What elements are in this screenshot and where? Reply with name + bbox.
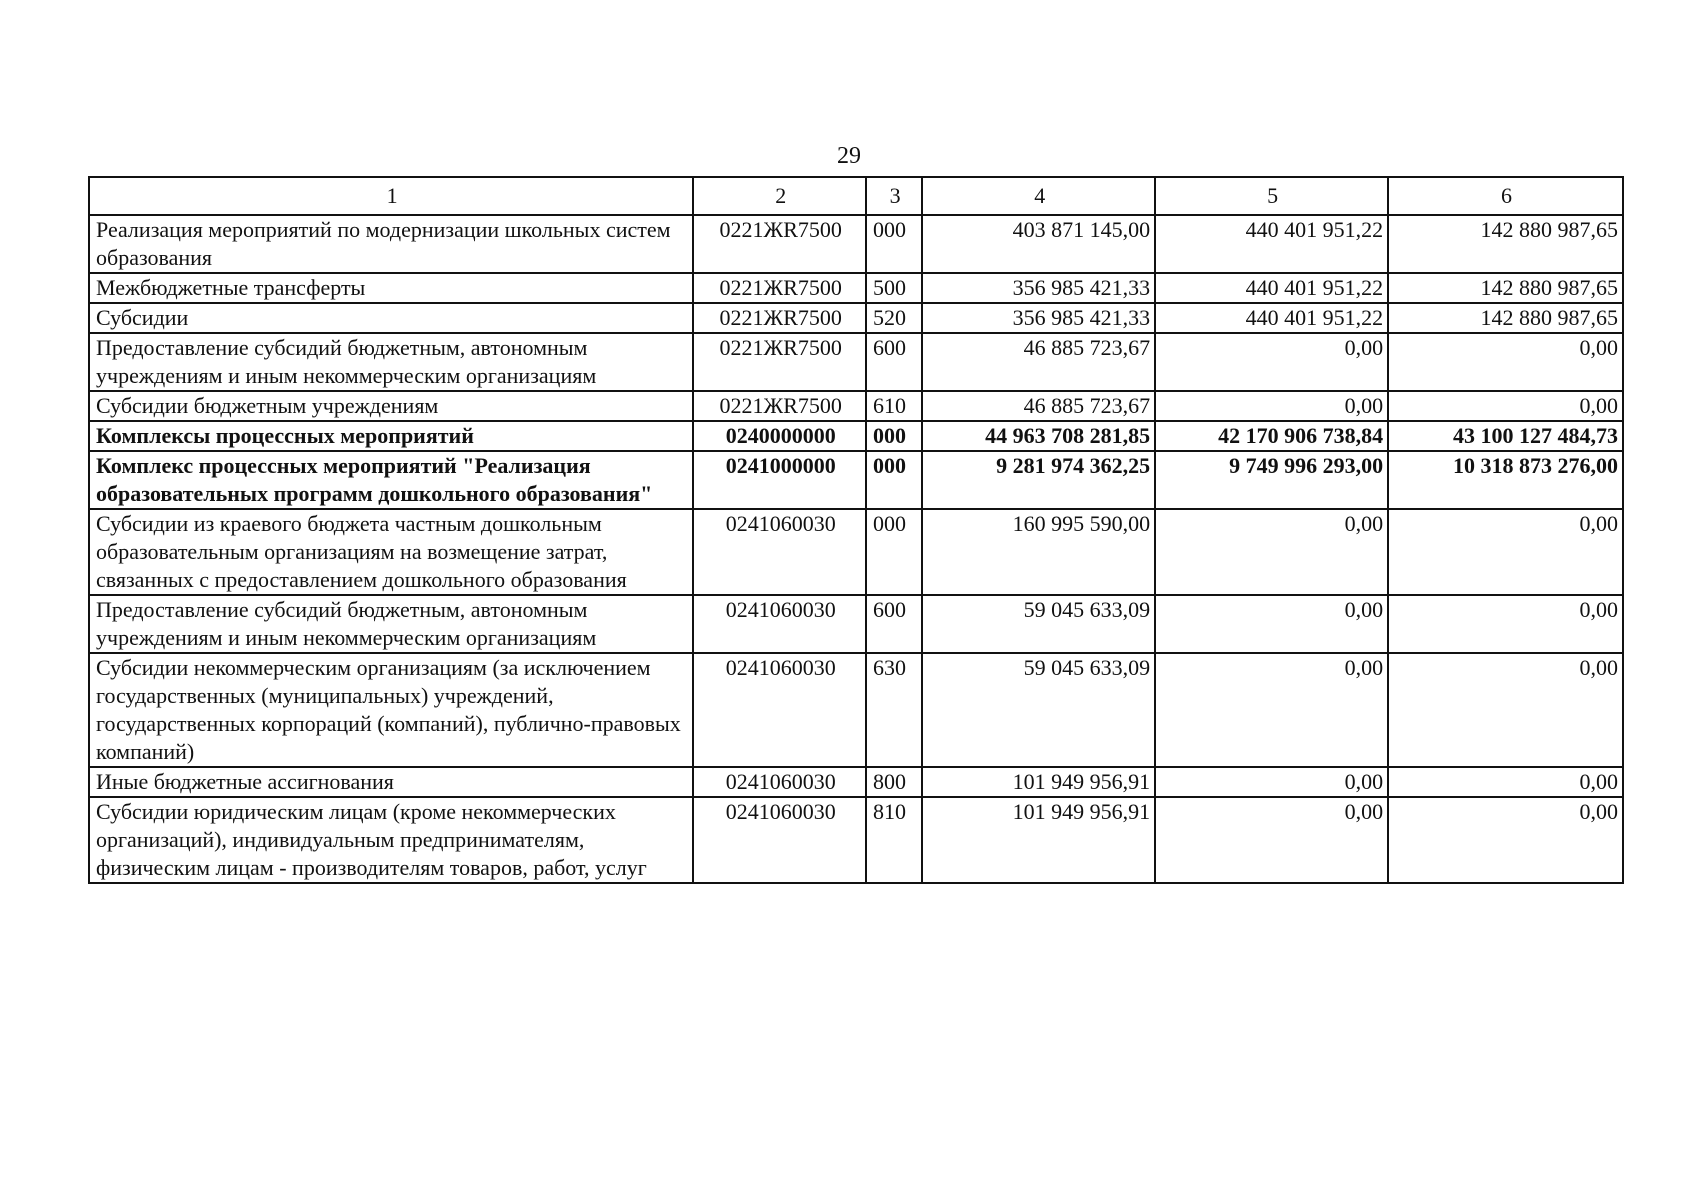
row-code-cell: 0221ЖR7500 [693,303,866,333]
row-amount-col5: 0,00 [1155,391,1388,421]
row-code-cell: 0241060030 [693,797,866,883]
table-row [89,451,1623,509]
table-row [89,303,1623,333]
row-name-cell: Субсидии юридическим лицам (кроме некоммерческих организаций), индивидуальным предпринимателям, физическим лицам - производителям товаров, работ, услуг [89,797,693,883]
row-amount-col4: 46 885 723,67 [922,333,1155,391]
row-name-cell: Субсидии из краевого бюджета частным дошкольным образовательным организациям на возмещение затрат, связанных с предоставлением дошкольного образования [89,509,693,595]
row-code-cell: 0221ЖR7500 [693,391,866,421]
row-amount-col6: 0,00 [1388,509,1623,595]
row-name-cell: Комплексы процессных мероприятий [89,421,693,451]
row-kind-cell: 810 [866,797,922,883]
row-amount-col6: 0,00 [1388,391,1623,421]
row-amount-col4: 403 871 145,00 [922,215,1155,273]
row-amount-col4: 356 985 421,33 [922,273,1155,303]
row-amount-col6: 0,00 [1388,767,1623,797]
row-name-cell: Комплекс процессных мероприятий "Реализация образовательных программ дошкольного образования" [89,451,693,509]
table-row [89,767,1623,797]
row-name-cell: Субсидии [89,303,693,333]
table-row [89,595,1623,653]
row-name-cell: Межбюджетные трансферты [89,273,693,303]
row-amount-col5: 440 401 951,22 [1155,273,1388,303]
row-amount-col5: 0,00 [1155,333,1388,391]
column-header-5: 5 [1155,177,1388,215]
row-code-cell: 0240000000 [693,421,866,451]
row-amount-col5: 0,00 [1155,653,1388,767]
row-kind-cell: 600 [866,595,922,653]
table-row [89,333,1623,391]
row-amount-col4: 59 045 633,09 [922,653,1155,767]
row-amount-col4: 101 949 956,91 [922,767,1155,797]
row-name-cell: Предоставление субсидий бюджетным, автономным учреждениям и иным некоммерческим организациям [89,333,693,391]
row-amount-col6: 0,00 [1388,595,1623,653]
header-row [89,177,1623,215]
table-row [89,509,1623,595]
row-name-cell: Субсидии некоммерческим организациям (за исключением государственных (муниципальных) учреждений, государственных корпораций (компаний), публично-правовых компаний) [89,653,693,767]
row-kind-cell: 800 [866,767,922,797]
row-name-cell: Реализация мероприятий по модернизации школьных систем образования [89,215,693,273]
row-name-cell: Иные бюджетные ассигнования [89,767,693,797]
row-amount-col5: 0,00 [1155,595,1388,653]
page-number: 29 [837,143,861,169]
row-code-cell: 0241060030 [693,595,866,653]
column-header-1: 1 [89,177,693,215]
row-amount-col6: 0,00 [1388,653,1623,767]
row-amount-col4: 46 885 723,67 [922,391,1155,421]
row-amount-col5: 9 749 996 293,00 [1155,451,1388,509]
row-name-cell: Субсидии бюджетным учреждениям [89,391,693,421]
row-amount-col6: 43 100 127 484,73 [1388,421,1623,451]
row-amount-col6: 142 880 987,65 [1388,273,1623,303]
row-code-cell: 0241000000 [693,451,866,509]
row-kind-cell: 600 [866,333,922,391]
row-kind-cell: 500 [866,273,922,303]
row-amount-col6: 10 318 873 276,00 [1388,451,1623,509]
row-code-cell: 0221ЖR7500 [693,333,866,391]
row-name-cell: Предоставление субсидий бюджетным, автономным учреждениям и иным некоммерческим организациям [89,595,693,653]
row-amount-col6: 142 880 987,65 [1388,303,1623,333]
row-kind-cell: 520 [866,303,922,333]
table-row [89,273,1623,303]
row-code-cell: 0241060030 [693,653,866,767]
row-amount-col4: 44 963 708 281,85 [922,421,1155,451]
table-row [89,391,1623,421]
row-amount-col5: 440 401 951,22 [1155,303,1388,333]
row-amount-col4: 59 045 633,09 [922,595,1155,653]
table-row [89,215,1623,273]
row-amount-col4: 9 281 974 362,25 [922,451,1155,509]
table-row [89,797,1623,883]
row-amount-col5: 0,00 [1155,509,1388,595]
row-kind-cell: 630 [866,653,922,767]
row-amount-col5: 0,00 [1155,797,1388,883]
row-kind-cell: 000 [866,451,922,509]
row-kind-cell: 000 [866,421,922,451]
row-code-cell: 0221ЖR7500 [693,273,866,303]
row-amount-col5: 0,00 [1155,767,1388,797]
column-header-6: 6 [1388,177,1623,215]
table-row [89,421,1623,451]
column-header-2: 2 [693,177,866,215]
budget-table [88,176,1624,884]
row-kind-cell: 000 [866,509,922,595]
column-header-3: 3 [866,177,922,215]
table-row [89,653,1623,767]
column-header-4: 4 [922,177,1155,215]
row-amount-col4: 101 949 956,91 [922,797,1155,883]
row-code-cell: 0221ЖR7500 [693,215,866,273]
row-amount-col5: 42 170 906 738,84 [1155,421,1388,451]
row-amount-col4: 160 995 590,00 [922,509,1155,595]
row-amount-col6: 0,00 [1388,797,1623,883]
row-code-cell: 0241060030 [693,509,866,595]
row-amount-col6: 142 880 987,65 [1388,215,1623,273]
row-kind-cell: 000 [866,215,922,273]
row-amount-col4: 356 985 421,33 [922,303,1155,333]
row-amount-col6: 0,00 [1388,333,1623,391]
row-code-cell: 0241060030 [693,767,866,797]
row-amount-col5: 440 401 951,22 [1155,215,1388,273]
row-kind-cell: 610 [866,391,922,421]
